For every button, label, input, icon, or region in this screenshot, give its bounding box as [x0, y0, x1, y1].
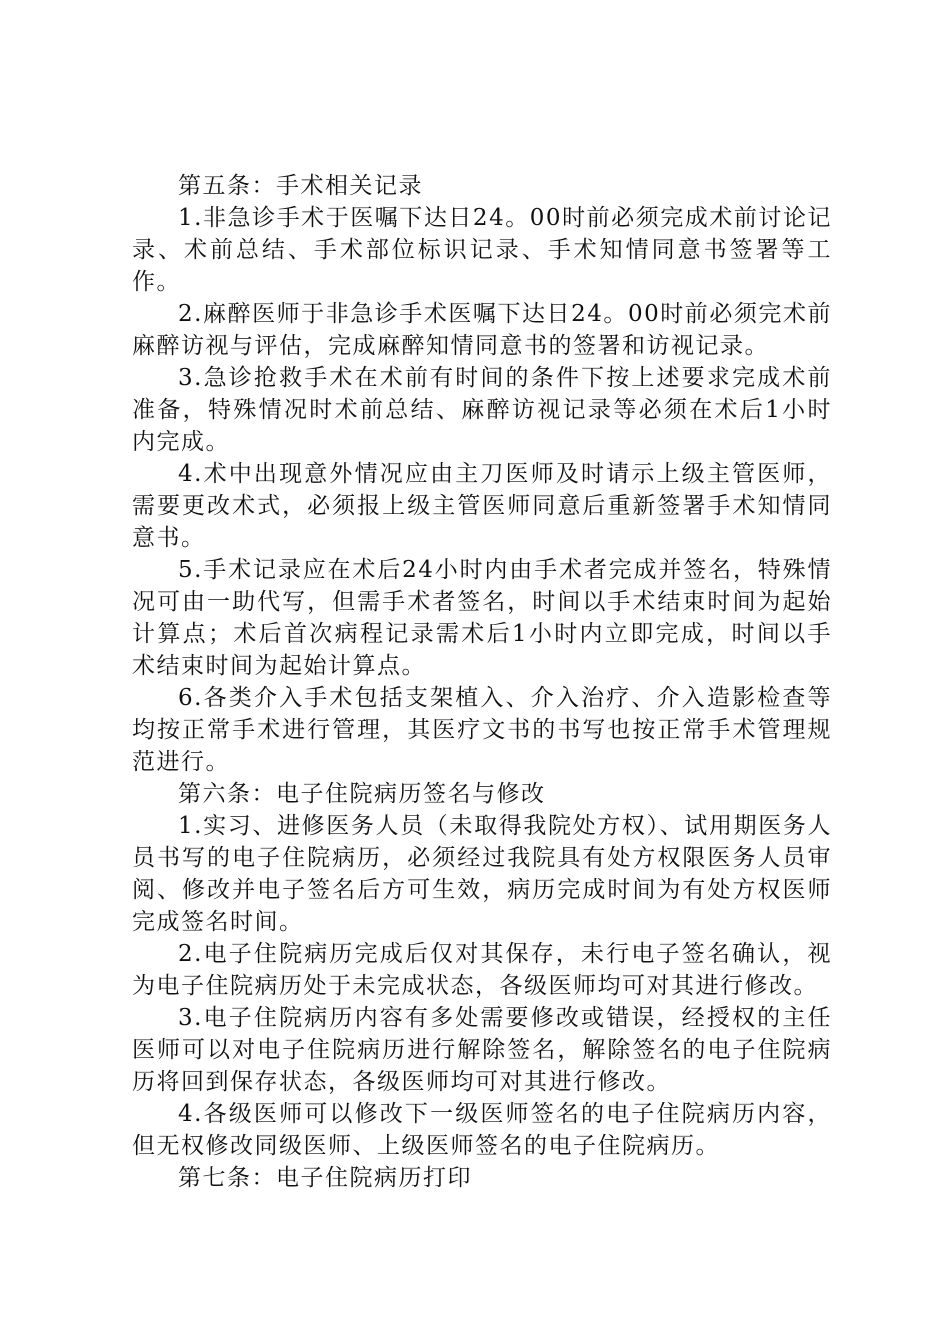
article-6-item-4: 4.各级医师可以修改下一级医师签名的电子住院病历内容，但无权修改同级医师、上级医师签名的电子住院病历。 — [132, 1101, 832, 1159]
article-5-heading: 第五条：手术相关记录 — [178, 173, 423, 199]
article-6-heading: 第六条：电子住院病历签名与修改 — [178, 781, 546, 807]
article-5-item-1: 1.非急诊手术于医嘱下达日24。00时前必须完成术前讨论记录、术前总结、手术部位标识记录、手术知情同意书签署等工作。 — [132, 205, 832, 295]
document-body — [132, 170, 832, 1194]
article-6-item-3: 3.电子住院病历内容有多处需要修改或错误，经授权的主任医师可以对电子住院病历进行解除签名，解除签名的电子住院病历将回到保存状态，各级医师均可对其进行修改。 — [132, 1005, 832, 1095]
article-5-item-5: 5.手术记录应在术后24小时内由手术者完成并签名，特殊情况可由一助代写，但需手术者签名，时间以手术结束时间为起始计算点；术后首次病程记录需术后1小时内立即完成，时间以手术结束时间为起始计算点。 — [132, 557, 832, 679]
article-5-item-4: 4.术中出现意外情况应由主刀医师及时请示上级主管医师，需要更改术式，必须报上级主管医师同意后重新签署手术知情同意书。 — [132, 461, 832, 551]
article-7-heading: 第七条：电子住院病历打印 — [178, 1165, 472, 1191]
article-5-item-3: 3.急诊抢救手术在术前有时间的条件下按上述要求完成术前准备，特殊情况时术前总结、麻醉访视记录等必须在术后1小时内完成。 — [132, 365, 832, 455]
article-6-item-1: 1.实习、进修医务人员（未取得我院处方权）、试用期医务人员书写的电子住院病历，必须经过我院具有处方权限医务人员审阅、修改并电子签名后方可生效，病历完成时间为有处方权医师完成签名时间。 — [132, 813, 832, 935]
article-5-item-2: 2.麻醉医师于非急诊手术医嘱下达日24。00时前必须完术前麻醉访视与评估，完成麻醉知情同意书的签署和访视记录。 — [132, 301, 832, 359]
article-5-item-6: 6.各类介入手术包括支架植入、介入治疗、介入造影检查等均按正常手术进行管理，其医疗文书的书写也按正常手术管理规范进行。 — [132, 685, 832, 775]
article-6-item-2: 2.电子住院病历完成后仅对其保存，未行电子签名确认，视为电子住院病历处于未完成状态，各级医师均可对其进行修改。 — [132, 941, 832, 999]
